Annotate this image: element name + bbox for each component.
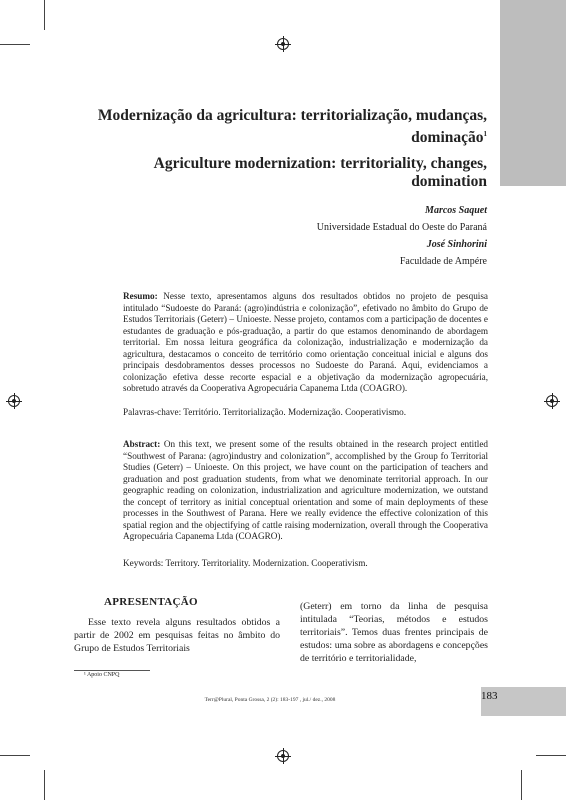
abstract-label: Abstract: <box>123 439 161 449</box>
body-right-column: (Geterr) em torno da linha de pesquisa intitulada “Teorias, métodos e estudos territoriais”. Temos duas frentes principais de estudos: uma sobre as abordagens e concepções de território e territorialidade, <box>300 601 488 664</box>
journal-footer: Terr@Plural, Ponta Grossa, 2 (2): 183-197 , jul./ dez., 2008 <box>204 697 336 703</box>
resumo-label: Resumo: <box>123 291 158 301</box>
registration-mark-bottom <box>277 750 289 762</box>
body-left-column: Esse texto revela alguns resultados obtidos a partir de 2002 em pesquisas feitas no âmbito do Grupo de Estudos Territoriais <box>74 617 280 654</box>
author-name-2: José Sinhorini <box>426 239 487 250</box>
author-affiliation-2: Faculdade de Ampére <box>399 256 487 267</box>
registration-mark-top <box>277 38 289 50</box>
keywords: Keywords: Territory. Territoriality. Modernization. Cooperativism. <box>123 558 368 568</box>
palavras-chave: Palavras-chave: Território. Territorialização. Modernização. Cooperativismo. <box>123 407 407 417</box>
registration-mark-right <box>546 395 558 407</box>
title-pt-line2: dominação <box>411 129 484 147</box>
author-affiliation-1: Universidade Estadual do Oeste do Paraná <box>316 222 487 233</box>
title-pt-line1: Modernização da agricultura: territorialização, mudanças, <box>97 107 487 124</box>
resumo-text: Nesse texto, apresentamos alguns dos resultados obtidos no projeto de pesquisa intitulado “Sudoeste do Paraná: (agro)indústria e colonização”, efetivado no âmbito do Grupo de Estudos Territoriais (Geterr) – Unioeste. Nesse projeto, contamos com a participação de docentes e estudantes de graduação e pós-graduação, a partir do que estamos denominando de abordagem territorial. Em nossa leitura geográfica da colonização, industrialização e modernização da agricultura, destacamos o conceito de território como orientação conceitual inicial e alguns dos principais desdobramentos desses processos no Sudoeste do Paraná. Aqui, evidenciamos a colonização efetiva desse recorte espacial e a objetivação da modernização agropecuária, sobretudo através da Cooperativa Agropecuária Capanema Ltda (COAGRO). <box>123 291 488 393</box>
title-footnote-marker: 1 <box>483 130 487 138</box>
crop-mark-bottom-left-h <box>0 755 30 756</box>
crop-mark-bottom-right-v <box>521 770 522 800</box>
crop-mark-bottom-right-h <box>536 755 566 756</box>
abstract-text: On this text, we present some of the results obtained in the research project entitled “Southwest of Parana: (agro)industry and colonization”, accomplished by the Group fo Territorial Studies (Geterr) – Unioeste. On this project, we have count on the participation of teachers and graduation and post graduation students, from what we denominate territorial approach. In our geographic reading on colonization, industrialization and agriculture modernization, we outstand the concept of territory as initial conceptual orientation and some of main deployments of these processes in the Southwest of Parana. Here we really evidence the effective colonization of this spatial region and the objectifying of cattle raising modernization, overall through the Cooperativa Agropecuária Capanema Ltda (COAGRO). <box>123 439 489 541</box>
title-english: Agriculture modernization: territoriality, changes, domination <box>153 155 487 190</box>
section-heading: APRESENTAÇÃO <box>104 596 198 608</box>
page-number: 183 <box>481 690 498 702</box>
footnote-rule <box>74 670 150 671</box>
abstract-paragraph <box>123 439 488 543</box>
crop-mark-top-left-h <box>0 44 30 45</box>
resumo-paragraph <box>123 291 488 395</box>
gray-sidebar-block <box>500 0 566 186</box>
registration-mark-left <box>8 395 20 407</box>
author-name-1: Marcos Saquet <box>425 205 487 216</box>
crop-mark-top-left-v <box>44 0 45 30</box>
title-portuguese <box>90 106 487 147</box>
crop-mark-bottom-left-v <box>44 770 45 800</box>
footnote: ¹ Apoio CNPQ <box>84 672 120 678</box>
